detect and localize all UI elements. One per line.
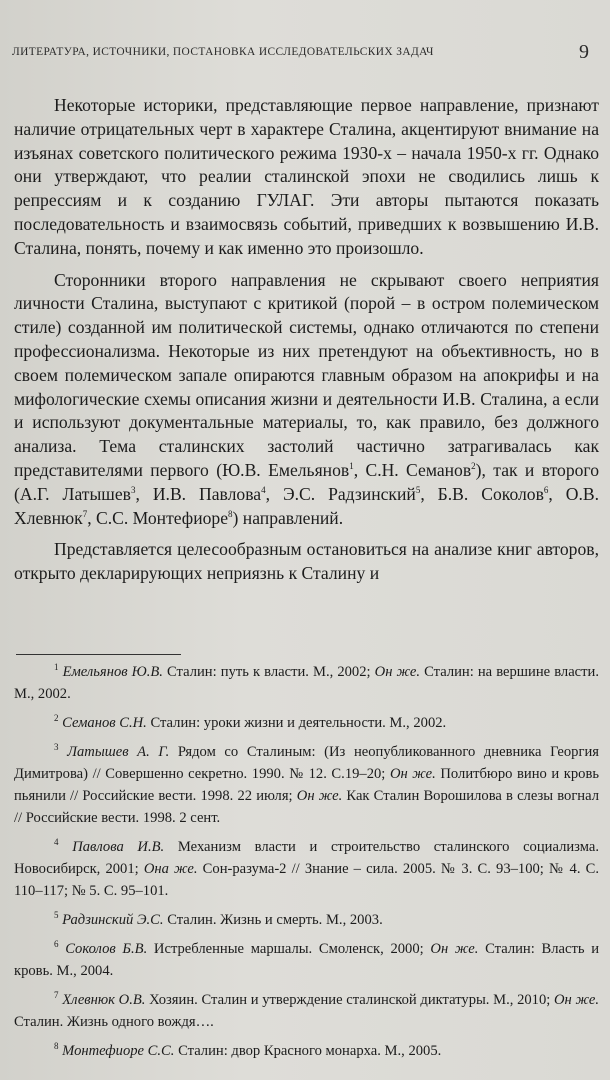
footnote-ref: 2 — [471, 461, 476, 472]
footnote-8 — [14, 1040, 599, 1062]
footnote-author: Он же. — [554, 992, 599, 1008]
footnote-number: 4 — [54, 837, 59, 848]
footnote-author: Семанов С.Н. — [62, 715, 147, 731]
footnote-ref: 6 — [543, 484, 549, 495]
footnote-author: Павлова И.В. — [72, 839, 165, 855]
ref-author: , О.В. Хлевнюк — [14, 483, 600, 528]
footnote-ref: 7 — [82, 508, 88, 519]
footnote-text: Сталин: Власть и кровь. М., 2004. — [14, 941, 600, 979]
footnote-text: Сталин. Жизнь и смерть. М., 2003. — [163, 912, 383, 928]
footnote-author: Емельянов Ю.В. — [62, 664, 163, 680]
footnote-text: Сон-разума-2 // Знание – сила. 2005. № 3. С. 93–100; № 4. С. 110–117; № 5. С. 95–101. — [14, 861, 599, 899]
footnote-author: Он же. — [296, 788, 343, 804]
footnote-ref: 4 — [261, 484, 266, 495]
footnote-author: Он же. — [389, 766, 436, 782]
ref-author: , С.Н. Семанов — [353, 459, 472, 480]
ref-author: , Э.С. Радзинский — [265, 483, 416, 504]
footnote-text: Истребленные маршалы. Смоленск, 2000; — [147, 941, 431, 957]
footnote-number: 5 — [54, 910, 59, 921]
footnote-text: Как Сталин Ворошилова в слезы вогнал // Российские вести. 1998. 2 сент. — [14, 788, 600, 826]
paragraph-1: Некоторые историки, представляющие первое направление, признают наличие отрицательных черт в характере Сталина, акцентируют внимание на изъянах советского политического режима 1930-х – начала 1950-х гг. Однако они утверждают, что реалии сталинской эпохи не сводились лишь к репрессиям и к созданию ГУЛАГ. Эти авторы пытаются показать последовательность и взаимосвязь событий, приведших к возвышению И.В. Сталина, понять, почему и как именно это произошло. — [14, 95, 599, 258]
footnote-ref: 8 — [228, 508, 233, 519]
footnote-divider — [16, 654, 181, 655]
footnote-ref: 5 — [415, 484, 421, 495]
main-text — [14, 94, 599, 594]
footnote-author: Монтефиоре С.С. — [62, 1043, 175, 1059]
footnote-text: Механизм власти и строительство сталинского социализма. Новосибирск, 2001; — [14, 839, 599, 877]
footnote-text: Хозяин. Сталин и утверждение сталинской диктатуры. М., 2010; — [145, 992, 555, 1008]
footnote-5 — [14, 909, 599, 931]
footnote-1 — [14, 661, 599, 705]
footnote-text: Рядом со Сталиным: (Из неопубликованного дневника Георгия Димитрова) // Совершенно секретно. 1990. № 12. С.19–20; — [14, 744, 599, 782]
paragraph-2 — [14, 269, 599, 531]
footnote-text: Политбюро вино и кровь пьянили // Российские вести. 1998. 22 июля; — [14, 766, 599, 804]
footnote-3 — [14, 741, 599, 829]
footnote-text: Сталин: двор Красного монарха. М., 2005. — [174, 1043, 442, 1059]
footnote-number: 2 — [54, 713, 59, 724]
footnote-author: Она же. — [143, 861, 198, 877]
ref-author: , И.В. Павлова — [135, 483, 262, 504]
footnote-ref: 1 — [349, 461, 354, 472]
footnote-number: 1 — [54, 662, 59, 673]
footnotes — [14, 661, 599, 1069]
footnote-text: Сталин. Жизнь одного вождя…. — [14, 1014, 214, 1030]
ref-author: (Ю.В. Емельянов — [216, 459, 350, 480]
page-number: 9 — [579, 41, 589, 63]
running-head: ЛИТЕРАТУРА, ИСТОЧНИКИ, ПОСТАНОВКА ИССЛЕДОВАТЕЛЬСКИХ ЗАДАЧ — [12, 46, 434, 58]
footnote-author: Радзинский Э.С. — [62, 912, 164, 928]
ref-author: , Б.В. Соколов — [420, 483, 544, 504]
paragraph-2-text: Сторонники второго направления не скрывают своего неприятия личности Сталина, выступают с критикой (порой – в остром полемическом стиле) созданной им политической системы, однако отличаются по степени профессионализма. Некоторые из них претендуют на объективность, но в своем полемическом запале опираются главным образом на апокрифы и на мифологические схемы описания жизни и деятельности И.В. Сталина, а если и используют документальные материалы, то, как правило, без должного анализа. Тема сталинских застолий частично затрагивалась как представителями первого — [14, 269, 599, 480]
ref-author: ), так и второго (А.Г. Латышев — [14, 459, 599, 504]
footnote-number: 6 — [54, 939, 59, 950]
footnote-number: 7 — [54, 990, 59, 1001]
footnote-text: Сталин: на вершине власти. М., 2002. — [14, 664, 599, 702]
footnote-ref: 3 — [130, 484, 136, 495]
footnote-7 — [14, 989, 599, 1033]
footnote-6 — [14, 938, 599, 982]
footnote-text: Сталин: путь к власти. М., 2002; — [162, 664, 375, 680]
footnote-2 — [14, 712, 599, 734]
footnote-author: Хлевнюк О.В. — [62, 992, 146, 1008]
footnote-author: Он же. — [374, 664, 421, 680]
paragraph-3: Представляется целесообразным остановиться на анализе книг авторов, открыто декларирующих неприязнь к Сталину и — [14, 539, 599, 584]
ref-author: , С.С. Монтефиоре — [87, 507, 229, 528]
footnote-author: Соколов Б.В. — [65, 941, 148, 957]
footnote-number: 3 — [54, 742, 59, 753]
footnote-number: 8 — [54, 1041, 59, 1052]
ref-tail: ) направлений. — [232, 507, 344, 528]
footnote-author: Латышев А. Г. — [67, 744, 170, 760]
footnote-4 — [14, 836, 599, 902]
footnote-author: Он же. — [430, 941, 479, 957]
footnote-text: Сталин: уроки жизни и деятельности. М., 2002. — [146, 715, 447, 731]
